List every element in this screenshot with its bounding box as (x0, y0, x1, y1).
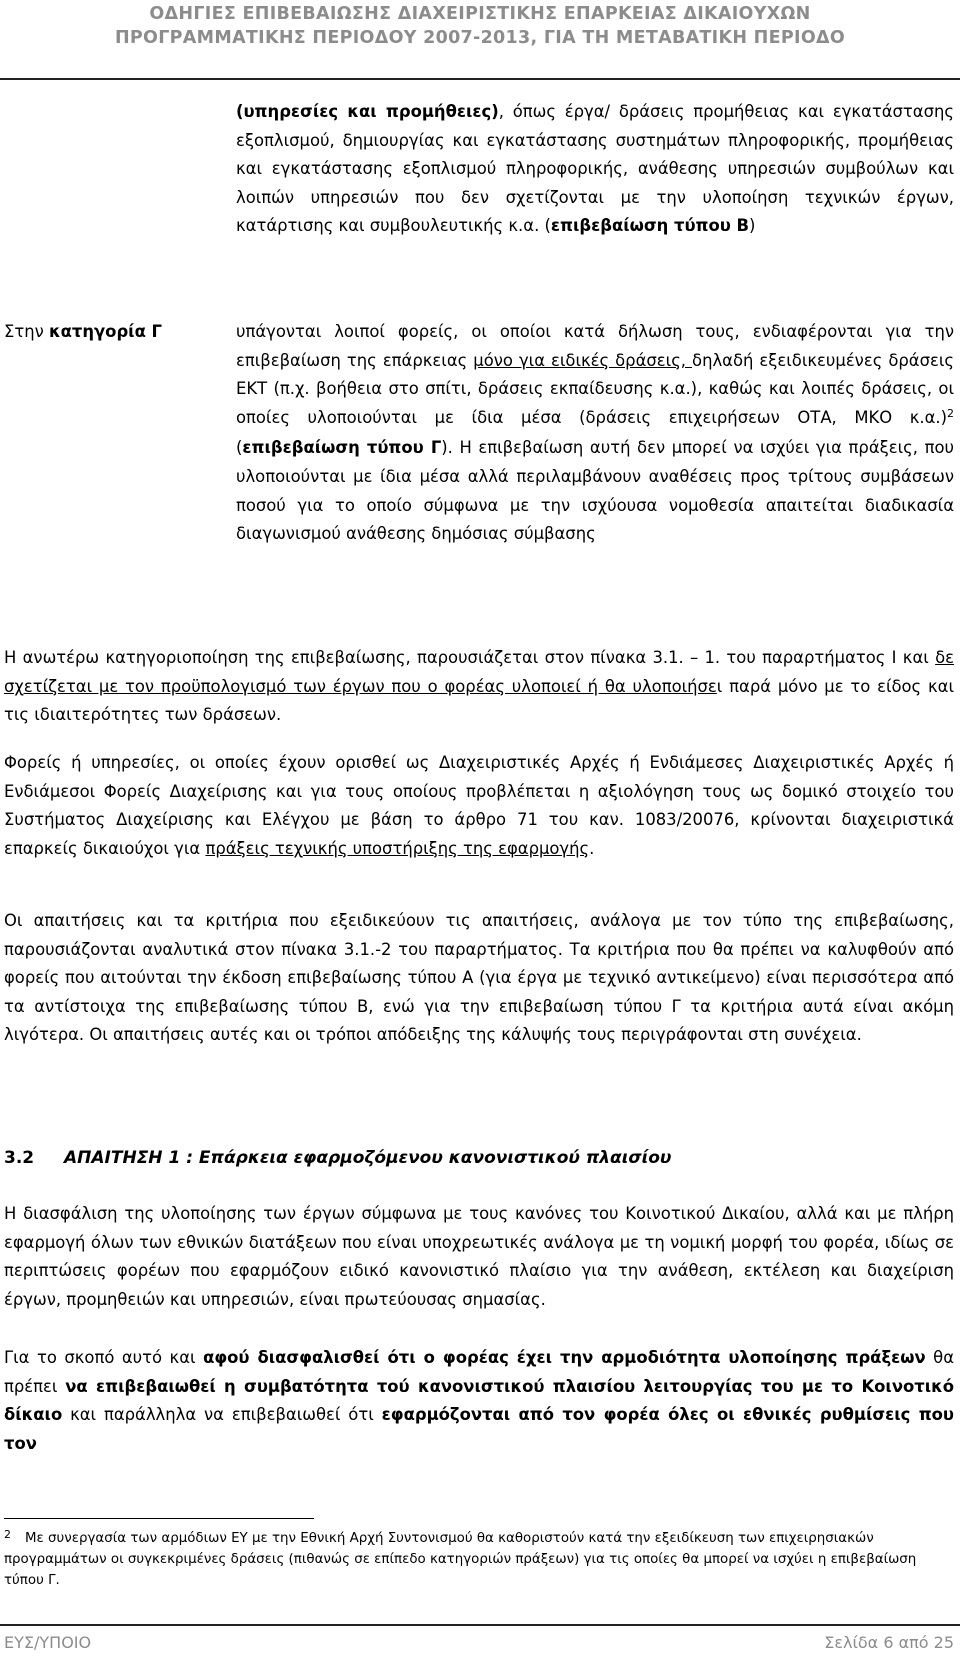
category-b-bold-start: (υπηρεσίες και προμήθειες) (236, 102, 499, 121)
footer-divider (0, 1624, 960, 1626)
footer-org: ΕΥΣ/ΥΠΟΙΟ (4, 1633, 92, 1652)
header-line-1: ΟΔΗΓΙΕΣ ΕΠΙΒΕΒΑΙΩΣΗΣ ΔΙΑΧΕΙΡΙΣΤΙΚΗΣ ΕΠΑΡΚΕΙΑΣ ΔΙΚΑΙΟΥΧΩΝ (149, 4, 811, 24)
paragraph-managing-authorities: Φορείς ή υπηρεσίες, οι οποίες έχουν ορισθεί ως Διαχειριστικές Αρχές ή Ενδιάμεσες Διαχειριστικές Αρχές ή Ενδιάμεσοι Φορείς Διαχείρισης και για τους οποίους προβλέπεται η αξιολόγηση τους ως δομικό στοιχείο του Συστήματος Διαχείρισης και Ελέγχου με βάση το άρθρο 71 του καν. 1083/20076, κρίνονται διαχειριστικά επαρκείς δικαιούχοι για πράξεις τεχνικής υποστήριξης της εφαρμογής. (4, 753, 954, 858)
category-b-text: , όπως έργα/ δράσεις προμήθειας και εγκατάστασης εξοπλισμού, δημιουργίας και εγκατάστασης συστημάτων πληροφορικής, προμήθειας και εγκατάστασης εξοπλισμού πληροφορικής, ανάθεσης υπηρεσιών συμβούλων και λοιπών υπηρεσιών που δεν σχετίζονται με την υλοποίηση τεχνικών έργων, κατάρτισης και συμβουλευτικής κ.α. ( (236, 102, 954, 236)
category-g-type-label: επιβεβαίωση τύπου Γ (242, 438, 442, 458)
paragraph-assurance: Η διασφάλιση της υλοποίησης των έργων σύμφωνα με τους κανόνες του Κοινοτικού Δικαίου, αλλά και με πλήρη εφαρμογή όλων των εθνικών διατάξεων που είναι υποχρεωτικές ανάλογα με τη νομική μορφή του φορέα, ιδίως σε περιπτώσεις φορέων που εφαρμόζουν ειδικό κανονιστικό πλαίσιο για την ανάθεση, εκτέλεση και διαχείριση έργων, προμηθειών και υπηρεσιών, είναι πρωτεύουσας σημασίας. (4, 1204, 954, 1309)
section-heading (4, 1144, 671, 1172)
category-g-label: Στην κατηγορία Γ (4, 322, 162, 341)
footnote-divider (4, 1518, 314, 1519)
page-number: Σελίδα 6 από 25 (824, 1633, 954, 1652)
category-b-type-label: επιβεβαίωση τύπου Β (550, 216, 750, 236)
page-header (0, 0, 960, 80)
section-title: ΑΠΑΙΤΗΣΗ 1 : Επάρκεια εφαρμοζόμενου κανονιστικού πλαισίου (64, 1148, 672, 1168)
underlined-text: μόνο για ειδικές δράσεις, (473, 350, 693, 370)
paragraph-purpose: Για το σκοπό αυτό και αφού διασφαλισθεί ότι ο φορέας έχει την αρμοδιότητα υλοποίησης πράξεων θα πρέπει να επιβεβαιωθεί η συμβατότητα τού κανονιστικού πλαισίου λειτουργίας του με το Κοινοτικό δίκαιο και παράλληλα να επιβεβαιωθεί ότι εφαρμόζονται από τον φορέα όλες οι εθνικές ρυθμίσεις που τον (4, 1348, 955, 1453)
paragraph-classification: Η ανωτέρω κατηγοριοποίηση της επιβεβαίωσης, παρουσιάζεται στον πίνακα 3.1. – 1. του παραρτήματος Ι και δε σχετίζεται με τον προϋπολογισμό των έργων που ο φορέας υλοποιεί ή θα υλοποιήσει παρά μόνο με το είδος και τις ιδιαιτερότητες των δράσεων. (4, 648, 955, 725)
header-line-2: ΠΡΟΓΡΑΜΜΑΤΙΚΗΣ ΠΕΡΙΟΔΟΥ 2007-2013, ΓΙΑ ΤΗ ΜΕΤΑΒΑΤΙΚΗ ΠΕΡΙΟΔΟ (114, 28, 846, 48)
footnote-ref[interactable]: 2 (947, 406, 954, 420)
footnote-number: 2 (4, 1528, 11, 1541)
page-footer (4, 1630, 954, 1656)
footnote-text: Με συνεργασία των αρμόδιων ΕΥ με την Εθνική Αρχή Συντονισμού θα καθοριστούν κατά την εξειδίκευση των επιχειρησιακών προγραμμάτων οι συγκεκριμένες δράσεις (πιθανώς σε επίπεδο κατηγοριών πράξεων) για τις οποίες θα μπορεί να ισχύει η επιβεβαίωση τύπου Γ. (4, 1531, 917, 1588)
category-b-description: (υπηρεσίες και προμήθειες), όπως έργα/ δράσεις προμήθειας και εγκατάστασης εξοπλισμού, δημιουργίας και εγκατάστασης συστημάτων πληροφορικής, προμήθειας και εγκατάστασης εξοπλισμού πληροφορικής, ανάθεσης υπηρεσιών συμβούλων και λοιπών υπηρεσιών που δεν σχετίζονται με την υλοποίηση τεχνικών έργων, κατάρτισης και συμβουλευτικής κ.α. (επιβεβαίωση τύπου Β) (236, 102, 954, 236)
paragraph-requirements: Οι απαιτήσεις και τα κριτήρια που εξειδικεύουν τις απαιτήσεις, ανάλογα με τον τύπο της επιβεβαίωσης, παρουσιάζονται αναλυτικά στον πίνακα 3.1.-2 του παραρτήματος. Τα κριτήρια που θα πρέπει να καλυφθούν από φορείς που αιτούνται την έκδοση επιβεβαίωσης τύπου Α (για έργα με τεχνικό αντικείμενο) είναι περισσότερα από τα αντίστοιχα της επιβεβαίωσης τύπου Β, ενώ για την επιβεβαίωση τύπου Γ τα κριτήρια αυτά είναι ακόμη λιγότερα. Οι απαιτήσεις αυτές και οι τρόποι απόδειξης της κάλυψής τους περιγράφονται στη συνέχεια. (4, 911, 954, 1045)
category-g-description: υπάγονται λοιποί φορείς, οι οποίοι κατά δήλωση τους, ενδιαφέρονται για την επιβεβαίωση της επάρκειας μόνο για ειδικές δράσεις, δηλαδή εξειδικευμένες δράσεις ΕΚΤ (π.χ. βοήθεια στο σπίτι, δράσεις εκπαίδευσης κ.α.), καθώς και λοιπές δράσεις, οι οποίες υλοποιούνται με ίδια μέσα (δράσεις επιχειρήσεων ΟΤΑ, ΜΚΟ κ.α.)$^2$ (επιβεβαίωση τύπου Γ). Η επιβεβαίωση αυτή δεν μπορεί να ισχύει για πράξεις, που υλοποιούνται με ίδια μέσα αλλά περιλαμβάνουν αναθέσεις προς τρίτους συμβάσεων ποσού για το οποίο σύμφωνα με την ισχύουσα νομοθεσία απαιτείται διαδικασία διαγωνισμού ανάθεσης δημόσιας σύμβασης (236, 322, 954, 544)
footnote (4, 1528, 954, 1591)
header-divider (0, 78, 960, 80)
section-number: 3.2 (4, 1148, 35, 1168)
